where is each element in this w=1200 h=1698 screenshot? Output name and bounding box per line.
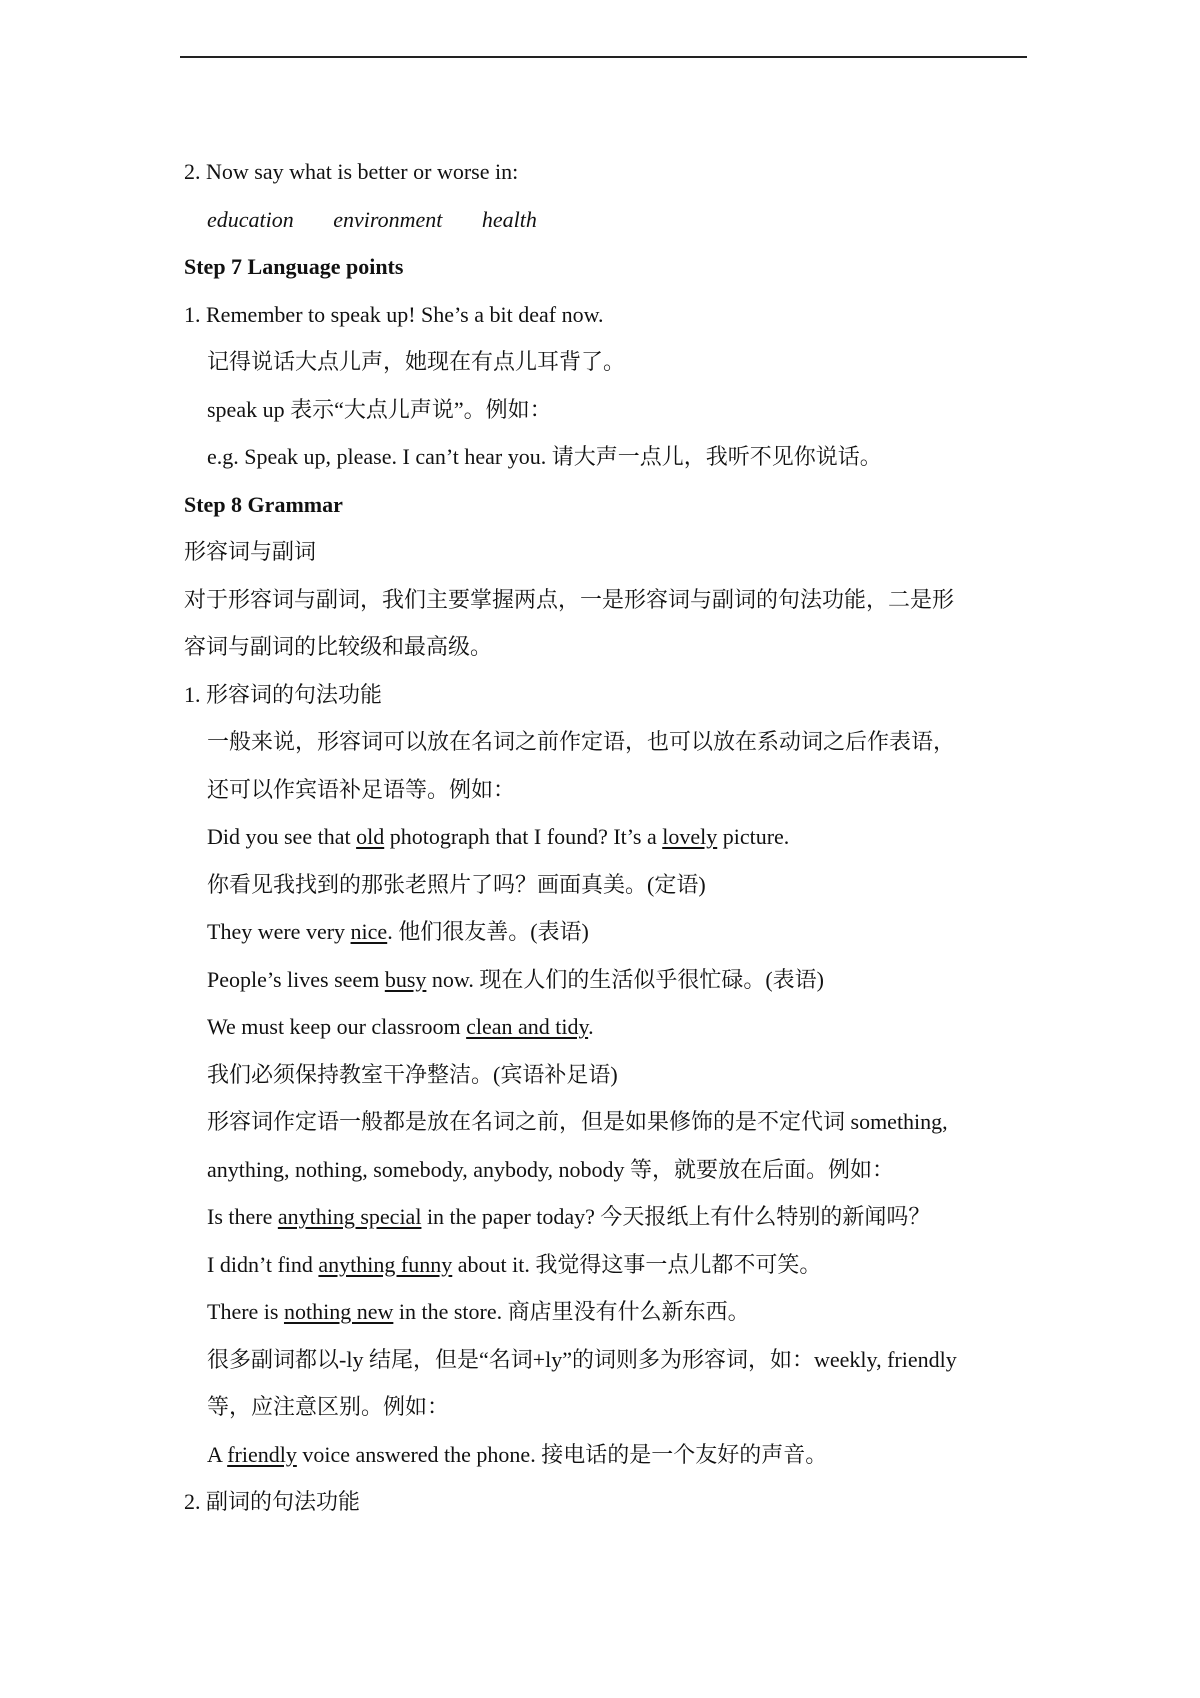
question-2: 2. Now say what is better or worse in: — [184, 159, 519, 184]
grammar-title: 形容词与副词 — [184, 539, 317, 564]
step8-heading: Step 8 Grammar — [184, 491, 343, 517]
step7-heading: Step 7 Language points — [184, 254, 404, 279]
underlined-word: friendly — [227, 1441, 297, 1467]
section-1-para-6: 等，应注意区别。例如： — [207, 1394, 450, 1419]
underlined-word: anything special — [277, 1204, 422, 1229]
underlined-word: nice — [350, 919, 388, 944]
example-4-translation: 我们必须保持教室干净整洁。(宾语补足语) — [207, 1061, 618, 1087]
document-body — [184, 148, 1024, 1526]
topic-terms — [184, 196, 1024, 244]
section-1-heading: 1. 形容词的句法功能 — [184, 681, 383, 707]
section-1-para-4: anything, nothing, somebody, anybody, nobody 等，就要放在后面。例如： — [207, 1156, 895, 1182]
underlined-word: lovely — [662, 824, 718, 849]
language-point-1-translation: 记得说话大点儿声，她现在有点儿耳背了。 — [207, 349, 626, 374]
underlined-word: old — [356, 824, 385, 849]
underlined-word: clean and tidy — [466, 1014, 589, 1039]
grammar-intro-line-1: 对于形容词与副词，我们主要掌握两点，一是形容词与副词的句法功能，二是形 — [184, 586, 955, 612]
underlined-word: nothing new — [283, 1299, 394, 1324]
section-1-para-2: 还可以作宾语补足语等。例如： — [207, 776, 516, 802]
header-rule — [180, 56, 1027, 58]
section-1-para-1: 一般来说，形容词可以放在名词之前作定语，也可以放在系动词之后作表语， — [207, 729, 956, 754]
term-education: education — [207, 206, 294, 232]
section-2-heading: 2. 副词的句法功能 — [184, 1489, 361, 1514]
term-health: health — [481, 206, 537, 232]
section-1-para-5: 很多副词都以-ly 结尾，但是“名词+ly”的词则多为形容词，如：weekly, friendly — [207, 1346, 957, 1372]
term-environment: environment — [333, 206, 443, 232]
example-7: There is nothing new in the store. 商店里没有什么新东西。 — [207, 1299, 750, 1324]
grammar-intro-line-2: 容词与副词的比较级和最高级。 — [184, 634, 493, 659]
example-4: We must keep our classroom clean and tidy. — [207, 1014, 594, 1039]
section-1-para-3: 形容词作定语一般都是放在名词之前，但是如果修饰的是不定代词 something, — [207, 1109, 948, 1134]
underlined-word: busy — [384, 966, 427, 992]
example-1: Did you see that old photograph that I found? It’s a lovely picture. — [207, 824, 790, 849]
language-point-1: 1. Remember to speak up! She’s a bit deaf now. — [184, 301, 604, 327]
example-2: They were very nice. 他们很友善。(表语) — [207, 919, 589, 944]
example-5: Is there anything special in the paper today? 今天报纸上有什么特别的新闻吗？ — [207, 1204, 931, 1229]
language-point-1-example: e.g. Speak up, please. I can’t hear you. 请大声一点儿，我听不见你说话。 — [207, 444, 882, 469]
example-6: I didn’t find anything funny about it. 我觉得这事一点儿都不可笑。 — [207, 1251, 822, 1277]
example-8: A friendly voice answered the phone. 接电话的是一个友好的声音。 — [207, 1441, 828, 1467]
example-3: People’s lives seem busy now. 现在人们的生活似乎很忙碌。(表语) — [207, 966, 824, 992]
underlined-word: anything funny — [318, 1251, 453, 1277]
language-point-1-note: speak up 表示“大点儿声说”。例如： — [207, 396, 552, 422]
example-1-translation: 你看见我找到的那张老照片了吗？画面真美。(定语) — [207, 871, 706, 897]
